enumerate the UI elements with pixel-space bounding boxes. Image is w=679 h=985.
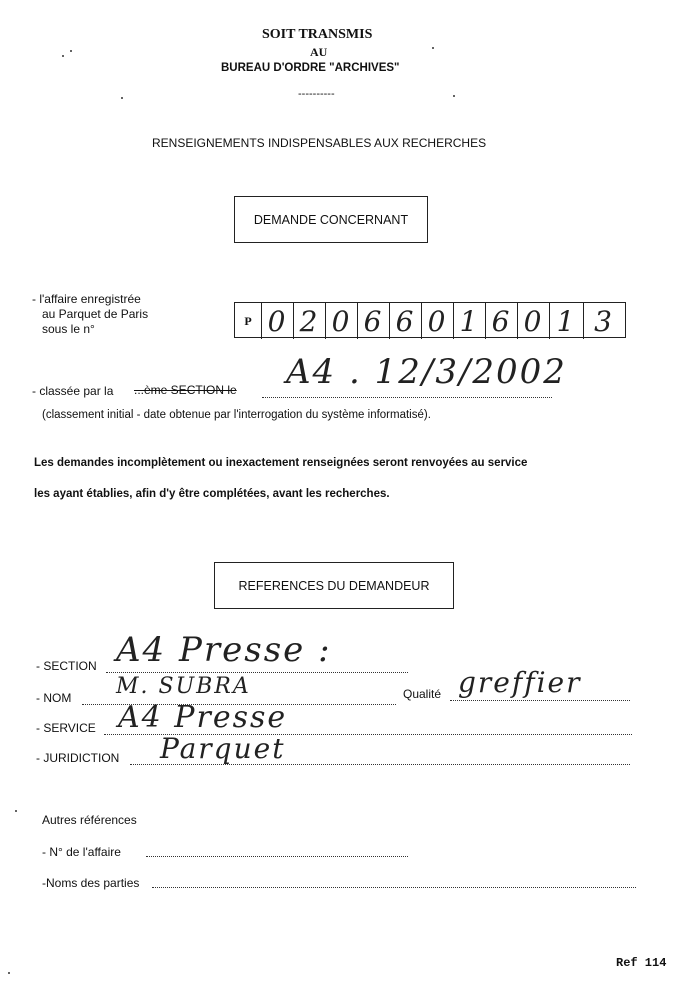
- section-label: - SECTION: [36, 659, 97, 673]
- classee-handwritten: A4 . 12/3/2002: [286, 352, 567, 392]
- affaire-label-1: - l'affaire enregistrée: [32, 292, 141, 306]
- section-handwritten: A4 Presse :: [116, 630, 332, 670]
- qualite-dotted-line: [450, 700, 630, 701]
- case-prefix: P: [244, 313, 252, 328]
- case-digit: 0: [261, 303, 293, 339]
- case-digit: 0: [325, 303, 357, 339]
- scan-speck: [70, 50, 72, 52]
- autres-title: Autres références: [42, 813, 137, 827]
- juridiction-handwritten: Parquet: [160, 732, 286, 765]
- case-digit: 1: [453, 303, 485, 339]
- scan-speck: [453, 95, 455, 97]
- warning-line-2: les ayant établies, afin d'y être complétées, avant les recherches.: [34, 488, 390, 500]
- classee-dotted-line: [262, 397, 552, 398]
- classee-middle: [134, 383, 237, 397]
- header-line-3: BUREAU D'ORDRE "ARCHIVES": [221, 62, 400, 74]
- subtitle: RENSEIGNEMENTS INDISPENSABLES AUX RECHERCHES: [152, 136, 487, 150]
- scan-speck: [8, 972, 10, 974]
- qualite-label: Qualité: [403, 687, 442, 701]
- classee-label: - classée par la: [32, 384, 114, 398]
- references-box-label: REFERENCES DU DEMANDEUR: [238, 578, 430, 593]
- header-separator: ----------: [298, 88, 335, 100]
- scan-speck: [15, 810, 17, 812]
- section-dotted-line: [106, 672, 408, 673]
- case-number-box: [234, 302, 626, 338]
- case-digit: 6: [389, 303, 421, 339]
- service-handwritten: A4 Presse: [118, 700, 288, 735]
- case-digit: 3: [583, 303, 624, 339]
- header-line-2: AU: [310, 45, 328, 59]
- case-digit: 6: [357, 303, 389, 339]
- numero-dotted-line: [146, 856, 408, 857]
- affaire-label-2: au Parquet de Paris: [42, 307, 149, 321]
- nom-label: - NOM: [36, 691, 72, 705]
- parties-dotted-line: [152, 887, 636, 888]
- nom-handwritten: M. SUBRA: [116, 674, 251, 699]
- warning-line-1: Les demandes incomplètement ou inexactement renseignées seront renvoyées au service: [34, 457, 528, 469]
- classee-middle-text: ...ème SECTION le: [134, 383, 237, 397]
- scan-speck: [62, 55, 64, 57]
- demande-box-label: DEMANDE CONCERNANT: [253, 212, 409, 227]
- demande-box: [234, 196, 428, 243]
- case-digit: 0: [517, 303, 549, 339]
- classee-note: (classement initial - date obtenue par l'interrogation du système informatisé).: [42, 409, 431, 421]
- service-label: - SERVICE: [36, 721, 96, 735]
- affaire-label-3: sous le n°: [42, 322, 95, 336]
- scan-speck: [432, 47, 434, 49]
- case-digit: 1: [549, 303, 583, 339]
- scan-speck: [121, 97, 123, 99]
- references-box: [214, 562, 454, 609]
- case-digit: 6: [485, 303, 517, 339]
- case-digit: 0: [421, 303, 453, 339]
- footer-ref: Ref 114: [616, 956, 667, 970]
- qualite-handwritten: greffier: [458, 666, 582, 699]
- header-line-1: SOIT TRANSMIS: [262, 27, 373, 42]
- numero-label: - N° de l'affaire: [42, 845, 121, 859]
- case-digit: 2: [293, 303, 325, 339]
- parties-label: -Noms des parties: [42, 876, 140, 890]
- juridiction-label: - JURIDICTION: [36, 751, 120, 765]
